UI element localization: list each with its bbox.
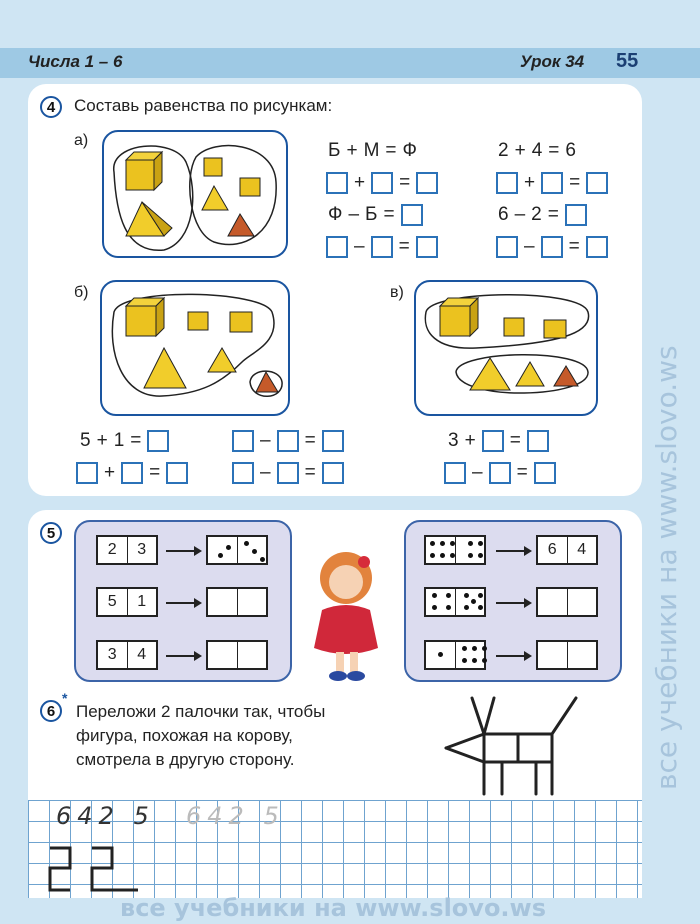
answer-box[interactable] <box>586 236 608 258</box>
domino-half <box>208 537 237 563</box>
dot <box>432 605 437 610</box>
domino-half <box>208 642 237 668</box>
eq-b-row1-right <box>232 430 344 452</box>
domino-half: 4 <box>127 642 157 668</box>
task6-line3: смотрела в другую сторону. <box>76 750 295 769</box>
dot <box>472 658 477 663</box>
eq-b-row2-right <box>232 462 344 484</box>
eq-token: = <box>548 140 560 161</box>
eq-token: Б <box>365 204 378 225</box>
dot <box>482 646 487 651</box>
handwritten-digits: 642 5 <box>56 802 155 830</box>
answer-box[interactable] <box>496 172 518 194</box>
dot <box>468 541 473 546</box>
answer-box[interactable] <box>232 430 254 452</box>
task6-line2: фигура, похожая на корову, <box>76 726 293 745</box>
eq-a-row1-left <box>328 140 417 162</box>
dot <box>482 658 487 663</box>
dot <box>226 545 231 550</box>
eq-c-row1 <box>448 430 549 452</box>
eq-token: = <box>130 430 142 451</box>
domino-half <box>208 589 237 615</box>
domino-half <box>237 589 267 615</box>
traced-digits: 642 5 <box>186 802 285 830</box>
answer-box[interactable] <box>444 462 466 484</box>
eq-token: – <box>260 430 271 451</box>
answer-box[interactable] <box>565 204 587 226</box>
dot <box>478 553 483 558</box>
picture-b <box>100 280 290 416</box>
shapes-c <box>416 282 596 414</box>
domino-dots <box>206 535 268 565</box>
dot <box>446 605 451 610</box>
eq-a-row4-left <box>326 236 438 258</box>
domino-dots <box>424 640 486 670</box>
domino-half: 3 <box>127 537 157 563</box>
eq-a-row3-right <box>498 204 587 226</box>
answer-box[interactable] <box>371 236 393 258</box>
arrow-icon <box>496 655 530 657</box>
dot <box>468 553 473 558</box>
eq-token: 2 <box>531 204 542 225</box>
eq-token: – <box>514 204 526 225</box>
eq-token: 2 <box>498 140 509 161</box>
answer-box[interactable] <box>371 172 393 194</box>
eq-b-row1-left <box>80 430 169 452</box>
domino-number <box>96 587 158 617</box>
answer-box[interactable] <box>541 172 563 194</box>
task5-number: 5 <box>40 522 62 544</box>
dot <box>438 652 443 657</box>
label-a: а) <box>74 132 89 149</box>
eq-token: + <box>104 462 116 483</box>
dot <box>450 553 455 558</box>
eq-token: = <box>399 172 411 193</box>
domino-half <box>538 589 567 615</box>
picture-a <box>102 130 288 258</box>
answer-box[interactable] <box>416 172 438 194</box>
arrow-icon <box>166 550 200 552</box>
domino-half: 5 <box>107 593 117 610</box>
domino-half: 6 <box>547 541 557 558</box>
dot <box>462 646 467 651</box>
dot <box>244 541 249 546</box>
dot <box>440 541 445 546</box>
eq-token: = <box>509 430 521 451</box>
eq-token: + <box>96 430 108 451</box>
domino-empty[interactable] <box>536 640 598 670</box>
answer-box[interactable] <box>401 204 423 226</box>
answer-box[interactable] <box>277 462 299 484</box>
eq-token: 6 <box>498 204 509 225</box>
answer-box[interactable] <box>322 430 344 452</box>
domino-half <box>455 642 485 668</box>
domino-half <box>567 589 597 615</box>
domino-number <box>536 535 598 565</box>
eq-token: 6 <box>565 140 576 161</box>
eq-token: 4 <box>531 140 543 161</box>
task4-instruction: Составь равенства по рисункам: <box>74 96 333 115</box>
eq-token: – <box>260 462 271 483</box>
eq-b-row2-left <box>76 462 188 484</box>
answer-box[interactable] <box>541 236 563 258</box>
domino-half <box>538 642 567 668</box>
answer-box[interactable] <box>326 236 348 258</box>
shapes-b <box>102 282 288 414</box>
side-watermark: все учебники на www.slovo.ws <box>650 345 683 790</box>
eq-token: = <box>516 462 528 483</box>
task6-line1: Переложи 2 палочки так, чтобы <box>76 702 326 721</box>
domino-half <box>237 642 267 668</box>
eq-token: = <box>398 236 410 257</box>
arrow-icon <box>166 602 200 604</box>
label-c: в) <box>390 284 404 301</box>
shapes-a <box>104 132 286 256</box>
dot <box>430 541 435 546</box>
eq-token: 5 <box>80 430 91 451</box>
answer-box[interactable] <box>527 430 549 452</box>
dot <box>218 553 223 558</box>
answer-box[interactable] <box>489 462 511 484</box>
answer-box[interactable] <box>586 172 608 194</box>
picture-c <box>414 280 598 416</box>
answer-box[interactable] <box>416 236 438 258</box>
task4-number: 4 <box>40 96 62 118</box>
answer-box[interactable] <box>76 462 98 484</box>
answer-box[interactable] <box>147 430 169 452</box>
domino-empty[interactable] <box>206 587 268 617</box>
page-number: 55 <box>616 50 639 72</box>
dot <box>464 593 469 598</box>
domino-number <box>96 640 158 670</box>
eq-token: + <box>524 172 536 193</box>
eq-token: + <box>346 140 358 161</box>
domino-half: 3 <box>107 646 117 663</box>
eq-token: = <box>568 236 580 257</box>
eq-c-row2 <box>444 462 556 484</box>
eq-a-row1-right <box>498 140 576 162</box>
dot <box>478 605 483 610</box>
pattern-drawing <box>48 846 144 892</box>
lesson-title: Урок 34 <box>520 52 585 71</box>
domino-number <box>96 535 158 565</box>
eq-token: Ф <box>402 140 417 161</box>
dot <box>464 605 469 610</box>
eq-token: Ф <box>328 204 343 225</box>
eq-token: – <box>348 204 360 225</box>
eq-token: 1 <box>113 430 125 451</box>
answer-box[interactable] <box>322 462 344 484</box>
eq-token: – <box>354 236 365 257</box>
eq-a-row3-left <box>328 204 423 226</box>
answer-box[interactable] <box>121 462 143 484</box>
domino-half: 2 <box>107 541 117 558</box>
eq-token: = <box>149 462 161 483</box>
domino-empty[interactable] <box>536 587 598 617</box>
eq-token: = <box>547 204 559 225</box>
answer-box[interactable] <box>326 172 348 194</box>
domino-half: 1 <box>127 589 157 615</box>
eq-token: = <box>385 140 397 161</box>
eq-token: – <box>524 236 535 257</box>
eq-token: = <box>383 204 395 225</box>
arrow-icon <box>496 550 530 552</box>
domino-dots <box>424 587 486 617</box>
dot <box>471 599 476 604</box>
eq-a-row4-right <box>496 236 608 258</box>
star-icon: * <box>62 690 68 706</box>
domino-dots <box>424 535 486 565</box>
eq-token: 3 <box>448 430 459 451</box>
answer-box[interactable] <box>482 430 504 452</box>
girl-illustration <box>306 548 386 688</box>
eq-token: – <box>472 462 483 483</box>
eq-token: Б <box>328 140 341 161</box>
answer-box[interactable] <box>496 236 518 258</box>
dot <box>478 593 483 598</box>
dot <box>430 553 435 558</box>
domino-half <box>567 642 597 668</box>
eq-token: = <box>569 172 581 193</box>
eq-token: = <box>304 430 316 451</box>
answer-box[interactable] <box>232 462 254 484</box>
eq-token: + <box>354 172 366 193</box>
eq-a-row2-left <box>326 172 438 194</box>
eq-token: = <box>304 462 316 483</box>
dot <box>472 646 477 651</box>
eq-a-row2-right <box>496 172 608 194</box>
dot <box>478 541 483 546</box>
answer-box[interactable] <box>166 462 188 484</box>
domino-empty[interactable] <box>206 640 268 670</box>
answer-box[interactable] <box>277 430 299 452</box>
section-title: Числа 1 – 6 <box>28 52 123 71</box>
eq-token: + <box>464 430 476 451</box>
domino-half: 4 <box>567 537 597 563</box>
arrow-icon <box>496 602 530 604</box>
answer-box[interactable] <box>534 462 556 484</box>
label-b: б) <box>74 284 89 301</box>
task6-number: 6 <box>40 700 62 722</box>
dot <box>440 553 445 558</box>
eq-token: М <box>363 140 380 161</box>
eq-token: + <box>514 140 526 161</box>
arrow-icon <box>166 655 200 657</box>
dot <box>432 593 437 598</box>
dot <box>252 549 257 554</box>
dot <box>260 557 265 562</box>
stick-cow-figure <box>436 690 586 800</box>
bottom-watermark: все учебники на www.slovo.ws <box>120 894 546 922</box>
dot <box>462 658 467 663</box>
dot <box>450 541 455 546</box>
dot <box>446 593 451 598</box>
